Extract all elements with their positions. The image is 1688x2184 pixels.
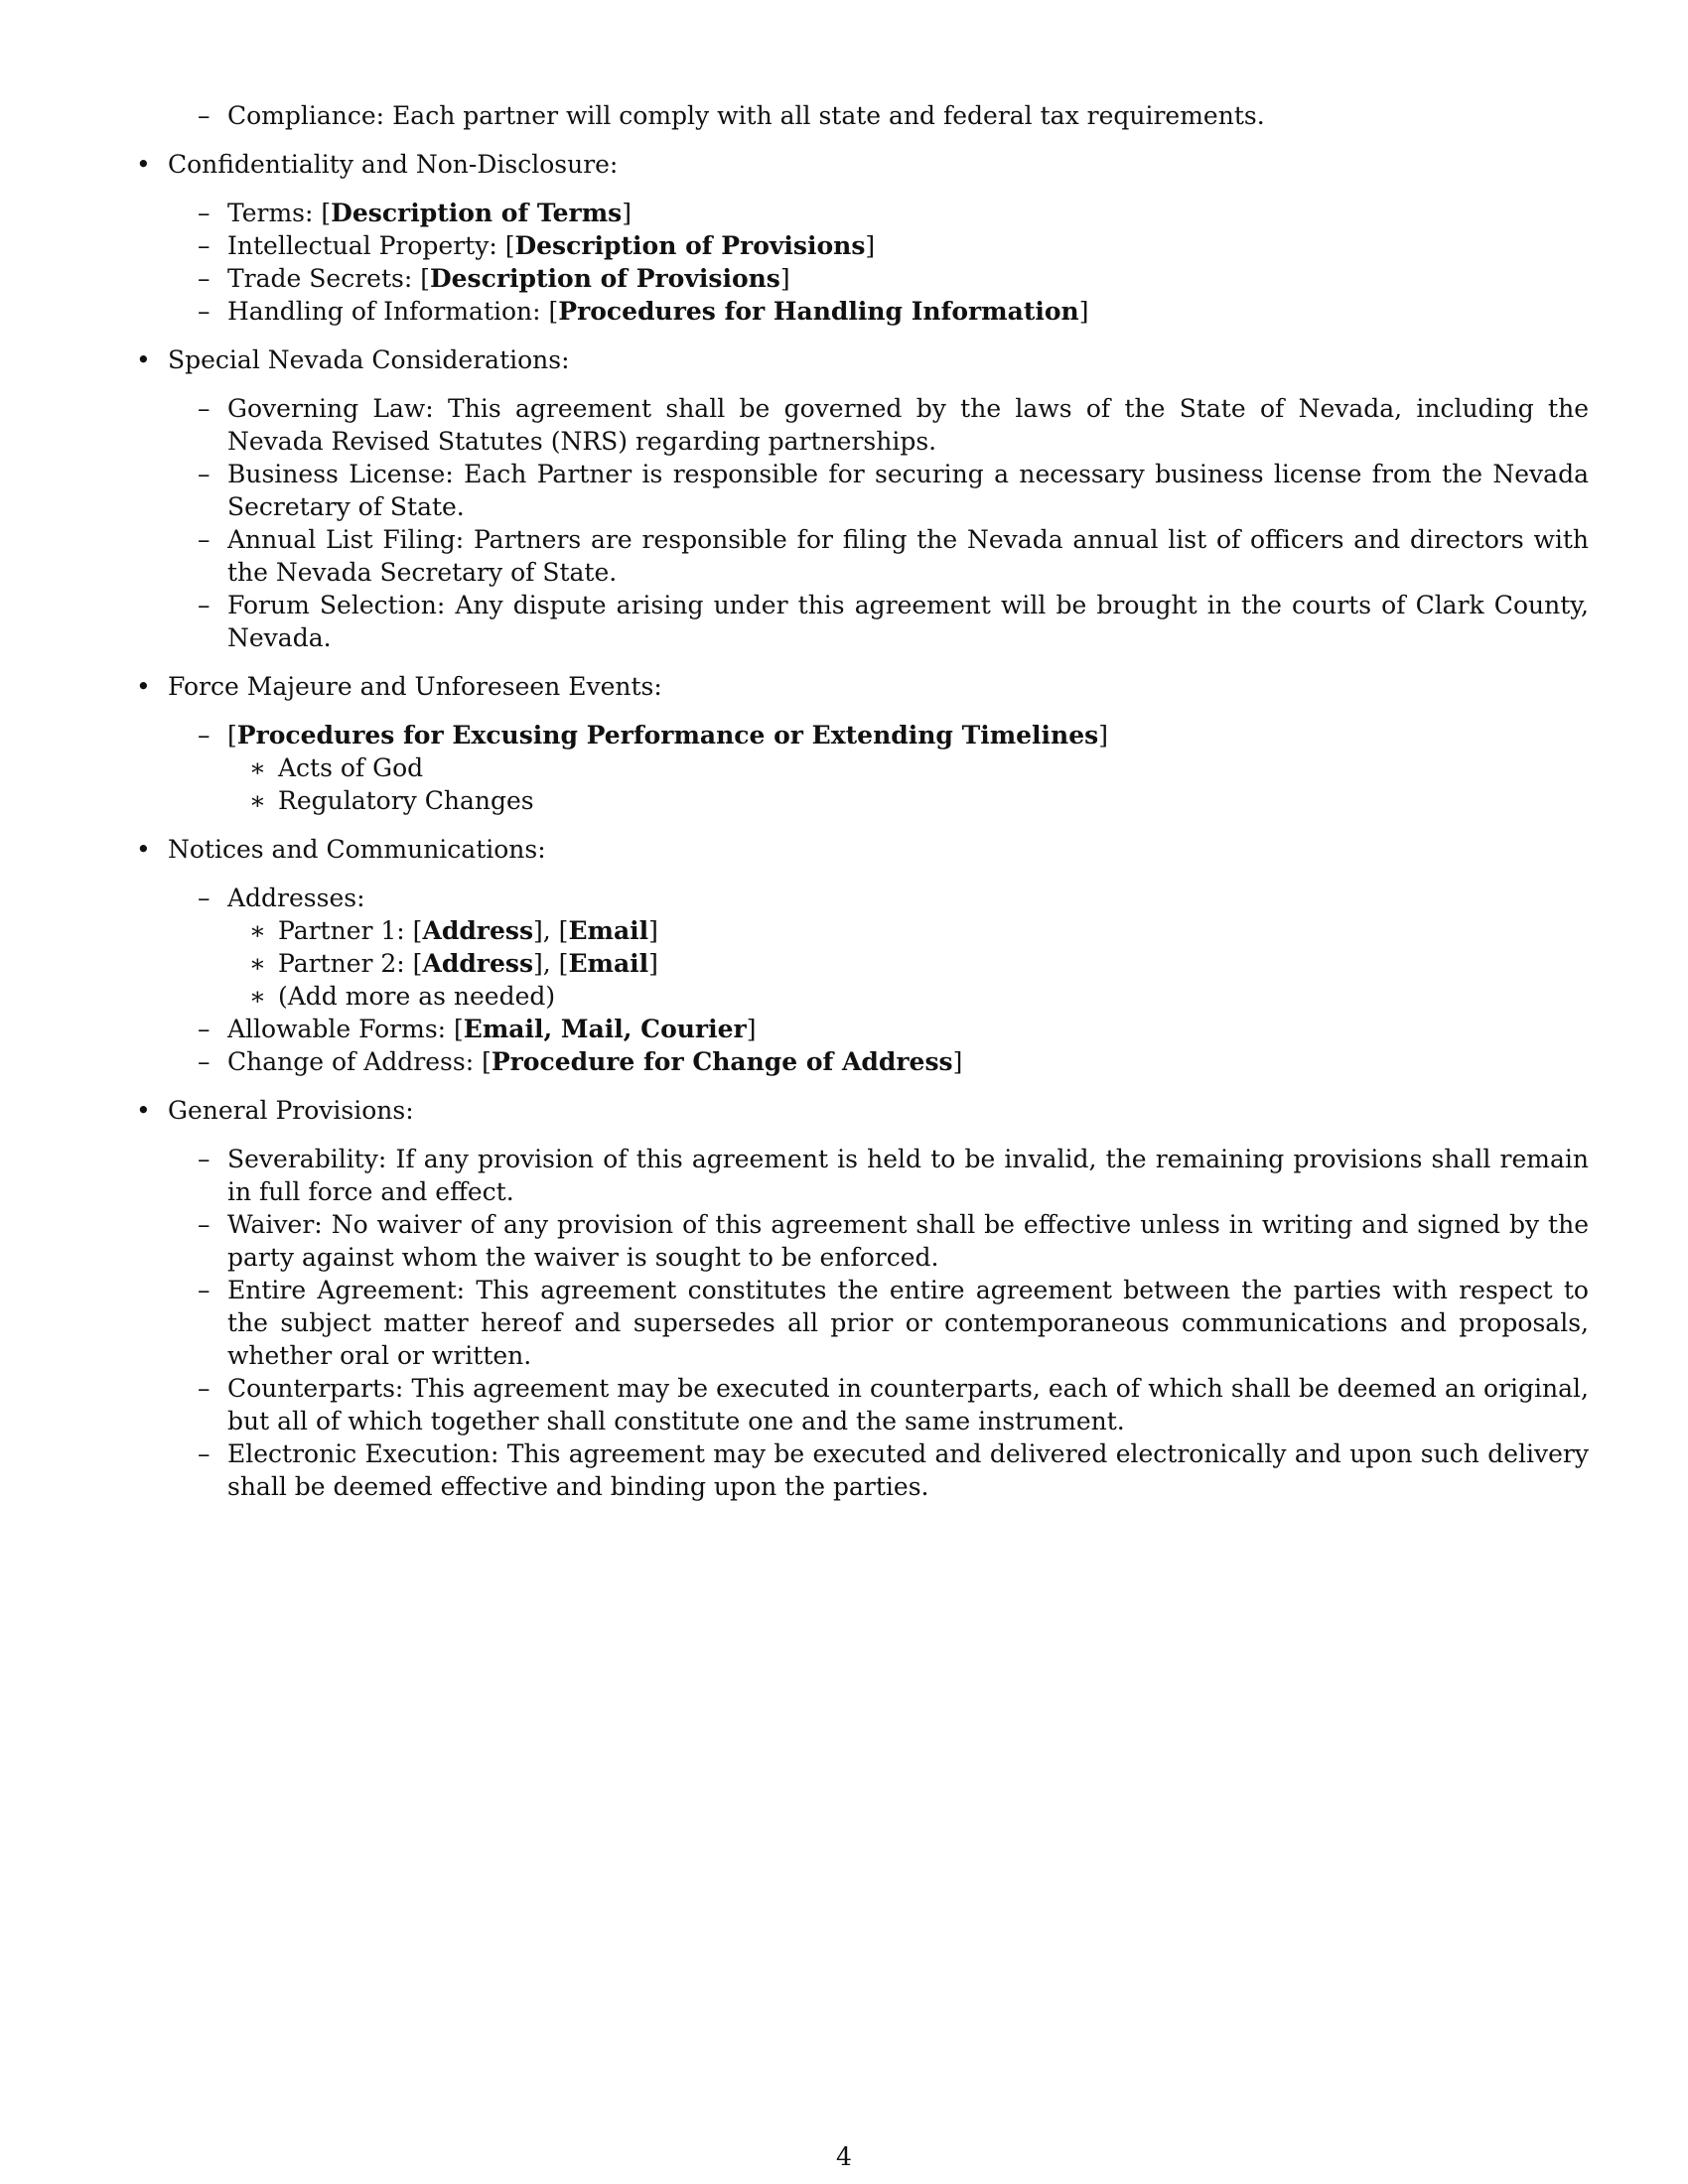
dash-marker: – bbox=[198, 591, 211, 619]
item-text: This agreement may be executed and delivered electronically and upon such delivery shall be deemed effective and binding upon the parties. bbox=[227, 1439, 1589, 1501]
item-text: Each partner will comply with all state and federal tax requirements. bbox=[392, 101, 1265, 130]
compliance-item bbox=[134, 99, 1589, 132]
section-notices bbox=[134, 833, 1589, 866]
placeholder-value: Description of Provisions bbox=[514, 231, 866, 260]
dash-marker: – bbox=[198, 884, 211, 912]
placeholder-value: Procedures for Handling Information bbox=[558, 297, 1079, 326]
list-item: – Trade Secrets: [Description of Provisions] bbox=[198, 264, 790, 293]
asterisk-marker: ∗ bbox=[249, 786, 266, 815]
item-text: No waiver of any provision of this agreement shall be effective unless in writing and signed by the party against whom the waiver is sought to be enforced. bbox=[227, 1210, 1589, 1272]
item-text: This agreement may be executed in counterparts, each of which shall be deemed an original, but all of which together shall constitute one and the same instrument. bbox=[227, 1374, 1589, 1435]
item-label: Electronic Execution: bbox=[227, 1439, 499, 1468]
notices-list bbox=[134, 882, 1589, 1078]
nested-list-item: ∗ Partner 1: [Address], [Email] bbox=[249, 916, 658, 945]
list-item: – [Procedures for Excusing Performance or Extending Timelines] bbox=[198, 721, 1108, 750]
item-text: Partners are responsible for filing the Nevada annual list of officers and directors with the Nevada Secretary of State. bbox=[227, 525, 1589, 587]
list-item bbox=[134, 1437, 1589, 1503]
dash-marker: – bbox=[198, 394, 211, 423]
list-item bbox=[134, 392, 1589, 458]
list-item: – Terms: [Description of Terms] bbox=[198, 199, 633, 227]
dash-marker: – bbox=[198, 1374, 211, 1403]
placeholder-value: Procedure for Change of Address bbox=[491, 1047, 953, 1076]
force-majeure-list bbox=[134, 719, 1589, 817]
section-title: Special Nevada Considerations: bbox=[168, 345, 570, 374]
list-item: – Intellectual Property: [Description of Provisions] bbox=[198, 231, 876, 260]
bullet-marker: • bbox=[136, 1096, 151, 1125]
item-label: Partner 2: bbox=[278, 949, 405, 978]
placeholder-value: Email bbox=[568, 916, 649, 945]
item-label: Waiver: bbox=[227, 1210, 323, 1239]
item-label: Counterparts: bbox=[227, 1374, 404, 1403]
section-general bbox=[134, 1094, 1589, 1127]
section-nevada bbox=[134, 343, 1589, 376]
item-label: Handling of Information: bbox=[227, 297, 541, 326]
item-label: Business License: bbox=[227, 460, 454, 488]
asterisk-marker: ∗ bbox=[249, 753, 266, 782]
dash-marker: – bbox=[198, 297, 211, 326]
list-item bbox=[134, 523, 1589, 589]
dash-marker: – bbox=[198, 1145, 211, 1173]
list-item bbox=[134, 1274, 1589, 1372]
page-number: 4 bbox=[836, 2142, 852, 2171]
list-item bbox=[134, 1372, 1589, 1437]
asterisk-marker: ∗ bbox=[249, 916, 266, 945]
nested-list-item bbox=[134, 751, 1589, 784]
nested-list-item: ∗ Partner 2: [Address], [Email] bbox=[249, 949, 658, 978]
item-text: This agreement shall be governed by the laws of the State of Nevada, including the Nevada Revised Statutes (NRS) regarding partnerships. bbox=[227, 394, 1589, 456]
item-label: Annual List Filing: bbox=[227, 525, 465, 554]
item-label: Compliance: bbox=[227, 101, 385, 130]
list-item: – Allowable Forms: [Email, Mail, Courier] bbox=[198, 1015, 757, 1043]
section-title: Notices and Communications: bbox=[168, 835, 546, 864]
item-label: Trade Secrets: bbox=[227, 264, 413, 293]
placeholder-value: Email, Mail, Courier bbox=[463, 1015, 747, 1043]
dash-marker: – bbox=[198, 1439, 211, 1468]
placeholder-value: Email bbox=[568, 949, 649, 978]
dash-marker: – bbox=[198, 1276, 211, 1304]
nested-list-item bbox=[134, 980, 1589, 1013]
section-title: General Provisions: bbox=[168, 1096, 414, 1125]
item-text: If any provision of this agreement is held to be invalid, the remaining provisions shall remain in full force and effect. bbox=[227, 1145, 1590, 1206]
bullet-marker: • bbox=[136, 672, 151, 701]
dash-marker: – bbox=[198, 101, 211, 130]
placeholder-value: Address bbox=[422, 916, 534, 945]
item-label: Allowable Forms: bbox=[227, 1015, 447, 1043]
document-body bbox=[134, 99, 1589, 1503]
asterisk-marker: ∗ bbox=[249, 949, 266, 978]
placeholder-value: Address bbox=[422, 949, 534, 978]
item-text: Regulatory Changes bbox=[278, 786, 534, 815]
bullet-marker: • bbox=[136, 345, 151, 374]
item-text: Any dispute arising under this agreement will be brought in the courts of Clark County, Nevada. bbox=[227, 591, 1589, 652]
item-label: Addresses: bbox=[227, 884, 365, 912]
dash-marker: – bbox=[198, 1210, 211, 1239]
dash-marker: – bbox=[198, 1015, 211, 1043]
list-item bbox=[134, 882, 1589, 914]
dash-marker: – bbox=[198, 721, 211, 750]
item-text: This agreement constitutes the entire agreement between the parties with respect to the subject matter hereof and supersedes all prior or contemporaneous communications and proposals, whether oral or written. bbox=[227, 1276, 1589, 1370]
list-item: – Handling of Information: [Procedures for Handling Information] bbox=[198, 297, 1089, 326]
placeholder-value: Description of Terms bbox=[331, 199, 623, 227]
list-item bbox=[134, 1208, 1589, 1274]
dash-marker: – bbox=[198, 231, 211, 260]
asterisk-marker: ∗ bbox=[249, 982, 266, 1011]
list-item: – Change of Address: [Procedure for Change of Address] bbox=[198, 1047, 963, 1076]
section-title: Force Majeure and Unforeseen Events: bbox=[168, 672, 662, 701]
bullet-marker: • bbox=[136, 150, 151, 179]
item-text: (Add more as needed) bbox=[278, 982, 556, 1011]
list-item bbox=[134, 589, 1589, 654]
nevada-list bbox=[134, 392, 1589, 654]
confidentiality-list bbox=[134, 197, 1589, 328]
item-label: Partner 1: bbox=[278, 916, 405, 945]
general-list bbox=[134, 1143, 1589, 1503]
item-label: Intellectual Property: bbox=[227, 231, 497, 260]
item-label: Entire Agreement: bbox=[227, 1276, 466, 1304]
placeholder-value: Description of Provisions bbox=[429, 264, 780, 293]
dash-marker: – bbox=[198, 264, 211, 293]
dash-marker: – bbox=[198, 199, 211, 227]
item-label: Severability: bbox=[227, 1145, 387, 1173]
section-force-majeure bbox=[134, 670, 1589, 703]
dash-marker: – bbox=[198, 460, 211, 488]
nested-list-item bbox=[134, 784, 1589, 817]
item-label: Change of Address: bbox=[227, 1047, 475, 1076]
placeholder-value: Procedures for Excusing Performance or Extending Timelines bbox=[236, 721, 1099, 750]
item-text: Acts of God bbox=[278, 753, 424, 782]
dash-marker: – bbox=[198, 1047, 211, 1076]
item-label: Terms: bbox=[227, 199, 314, 227]
item-label: Forum Selection: bbox=[227, 591, 446, 619]
bullet-marker: • bbox=[136, 835, 151, 864]
item-label: Governing Law: bbox=[227, 394, 434, 423]
list-item bbox=[134, 1143, 1589, 1208]
item-text: Each Partner is responsible for securing a necessary business license from the Nevada Secretary of State. bbox=[227, 460, 1589, 521]
section-title: Confidentiality and Non-Disclosure: bbox=[168, 150, 619, 179]
list-item bbox=[134, 458, 1589, 523]
dash-marker: – bbox=[198, 525, 211, 554]
section-confidentiality bbox=[134, 148, 1589, 181]
